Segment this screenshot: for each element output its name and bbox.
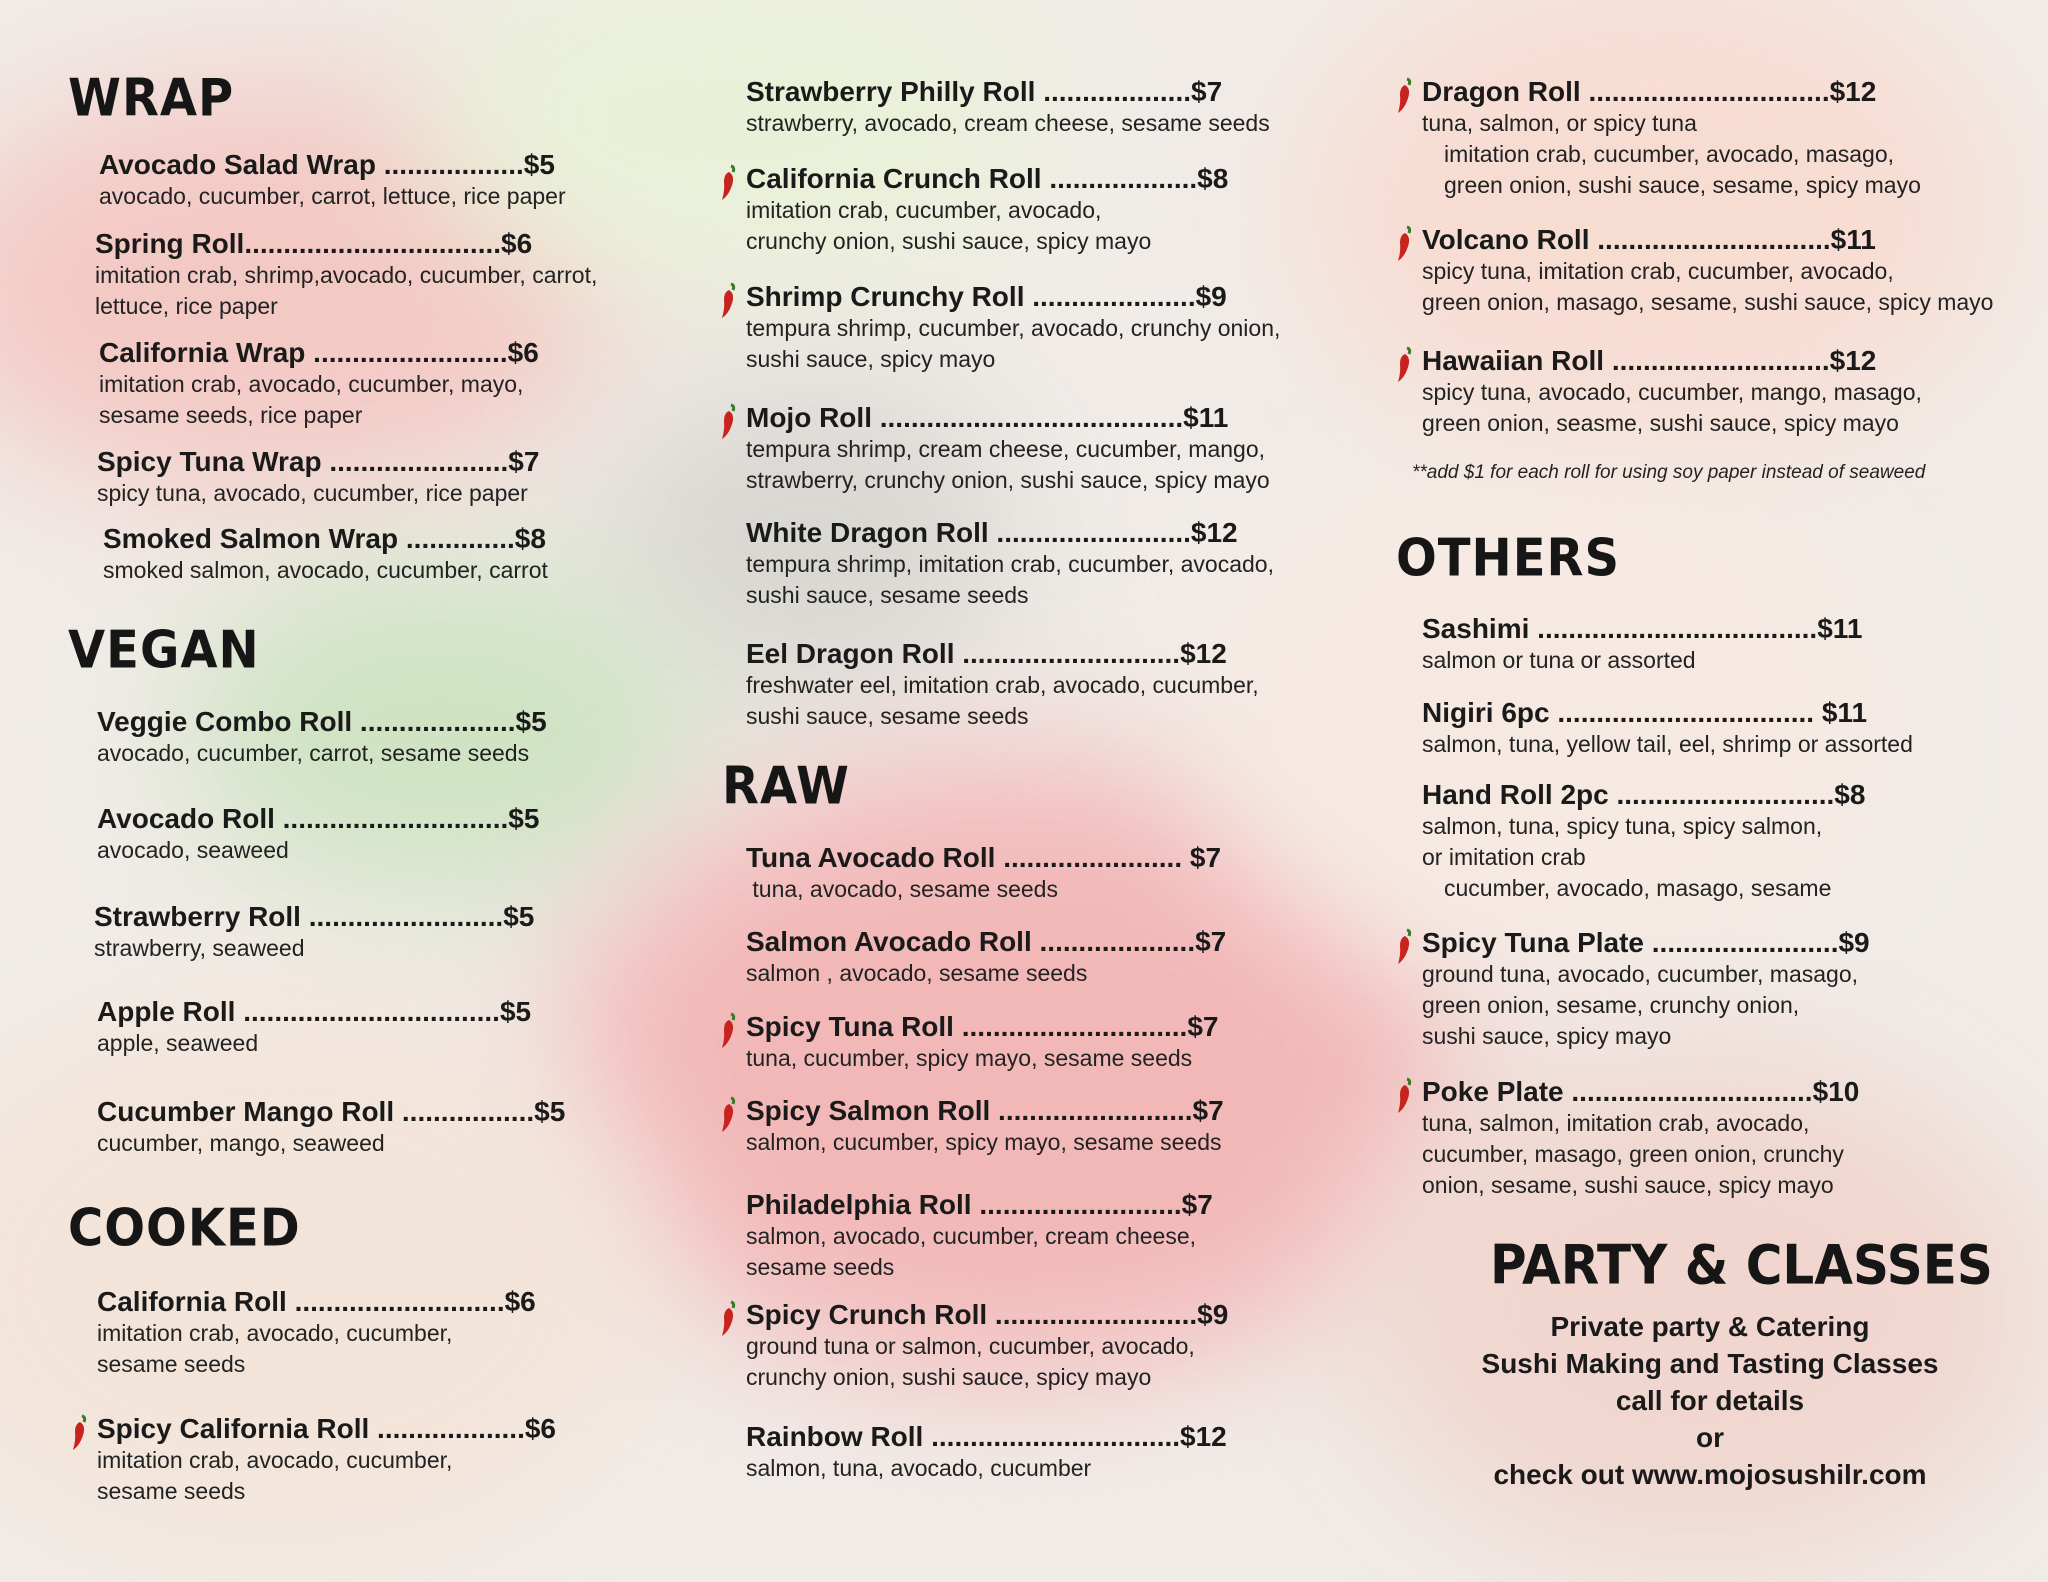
item-description: onion, sesame, sushi sauce, spicy mayo bbox=[1422, 1172, 1834, 1198]
item-description: or imitation crab bbox=[1422, 844, 1586, 870]
menu-item bbox=[97, 1412, 556, 1507]
item-description: freshwater eel, imitation crab, avocado, cucumber, bbox=[746, 672, 1259, 698]
item-name-price: Strawberry Philly Roll ...................$7 bbox=[746, 76, 1223, 107]
menu-item bbox=[97, 705, 547, 769]
party-line-website: check out www.mojosushilr.com bbox=[1493, 1459, 1927, 1490]
menu-item bbox=[746, 516, 1274, 611]
item-description: avocado, cucumber, carrot, lettuce, rice paper bbox=[99, 183, 566, 209]
item-description: spicy tuna, avocado, cucumber, mango, masago, bbox=[1422, 379, 1922, 405]
chili-pepper-icon bbox=[1396, 928, 1414, 966]
item-name-price: White Dragon Roll .........................$12 bbox=[746, 517, 1238, 548]
menu-item bbox=[746, 280, 1280, 375]
chili-pepper-icon bbox=[720, 282, 738, 320]
section-heading-wrap: WRAP bbox=[68, 67, 235, 129]
section-heading-raw: RAW bbox=[722, 755, 850, 817]
item-name-price: Smoked Salmon Wrap ..............$8 bbox=[103, 523, 546, 554]
menu-item bbox=[1422, 696, 1913, 760]
item-description: imitation crab, shrimp,avocado, cucumber, carrot, bbox=[95, 262, 598, 288]
item-name-price: Spicy California Roll ...................$6 bbox=[97, 1413, 557, 1444]
section-heading-cooked: COOKED bbox=[68, 1197, 301, 1259]
menu-item bbox=[746, 1298, 1228, 1393]
chili-pepper-icon bbox=[720, 164, 738, 202]
menu-item bbox=[94, 900, 534, 964]
item-name-price: Rainbow Roll ................................$12 bbox=[746, 1421, 1227, 1452]
item-description: cucumber, masago, green onion, crunchy bbox=[1422, 1141, 1844, 1167]
item-description: tempura shrimp, imitation crab, cucumber, avocado, bbox=[746, 551, 1274, 577]
party-line-or: or bbox=[1696, 1422, 1724, 1453]
item-name-price: Apple Roll .................................$5 bbox=[97, 996, 532, 1027]
menu-item bbox=[97, 1285, 536, 1380]
chili-pepper-icon bbox=[720, 403, 738, 441]
item-name-price: Dragon Roll ...............................$12 bbox=[1422, 76, 1877, 107]
item-name-price: Nigiri 6pc ................................. $11 bbox=[1422, 697, 1868, 728]
item-description: imitation crab, avocado, cucumber, bbox=[97, 1320, 453, 1346]
item-description: tuna, salmon, or spicy tuna bbox=[1422, 110, 1697, 136]
item-description: green onion, sesame, crunchy onion, bbox=[1422, 992, 1800, 1018]
item-description: avocado, seaweed bbox=[97, 837, 289, 863]
chili-pepper-icon bbox=[1396, 346, 1414, 384]
item-name-price: California Wrap .........................$6 bbox=[99, 337, 539, 368]
item-name-price: Shrimp Crunchy Roll .....................$9 bbox=[746, 281, 1227, 312]
item-description: strawberry, avocado, cream cheese, sesame seeds bbox=[746, 110, 1270, 136]
menu-item bbox=[1422, 926, 1870, 1052]
item-name-price: Salmon Avocado Roll ....................$7 bbox=[746, 926, 1227, 957]
item-description: sushi sauce, spicy mayo bbox=[746, 346, 996, 372]
item-description: salmon, tuna, avocado, cucumber bbox=[746, 1455, 1092, 1481]
chili-pepper-icon bbox=[1396, 225, 1414, 263]
item-description: imitation crab, avocado, cucumber, bbox=[97, 1447, 453, 1473]
menu-item bbox=[99, 148, 566, 212]
item-name-price: Volcano Roll ..............................$11 bbox=[1422, 224, 1876, 255]
item-description: green onion, masago, sesame, sushi sauce, spicy mayo bbox=[1422, 289, 1994, 315]
item-name-price: Cucumber Mango Roll .................$5 bbox=[97, 1096, 566, 1127]
menu-item bbox=[1422, 612, 1862, 676]
item-name-price: Hawaiian Roll ............................$12 bbox=[1422, 345, 1877, 376]
item-name-price: Sashimi ....................................$11 bbox=[1422, 613, 1863, 644]
menu-item bbox=[1422, 344, 1922, 439]
item-description: lettuce, rice paper bbox=[95, 293, 278, 319]
item-name-price: Spicy Crunch Roll ..........................$9 bbox=[746, 1299, 1229, 1330]
chili-pepper-icon bbox=[1396, 1077, 1414, 1115]
item-name-price: Philadelphia Roll ..........................$7 bbox=[746, 1189, 1213, 1220]
item-name-price: Spicy Tuna Roll .............................$7 bbox=[746, 1011, 1219, 1042]
menu-item bbox=[746, 1188, 1213, 1283]
item-name-price: Tuna Avocado Roll ....................... $7 bbox=[746, 842, 1222, 873]
item-name-price: Avocado Roll .............................$5 bbox=[97, 803, 540, 834]
item-description: ground tuna, avocado, cucumber, masago, bbox=[1422, 961, 1859, 987]
item-description: apple, seaweed bbox=[97, 1030, 259, 1056]
menu-item bbox=[746, 841, 1221, 905]
item-name-price: Spicy Tuna Plate ........................$9 bbox=[1422, 927, 1870, 958]
section-heading-vegan: VEGAN bbox=[68, 619, 260, 681]
item-description: sushi sauce, sesame seeds bbox=[746, 582, 1029, 608]
item-description: tuna, cucumber, spicy mayo, sesame seeds bbox=[746, 1045, 1193, 1071]
item-description: smoked salmon, avocado, cucumber, carrot bbox=[103, 557, 548, 583]
item-description: cucumber, mango, seaweed bbox=[97, 1130, 385, 1156]
item-description: tempura shrimp, cream cheese, cucumber, mango, bbox=[746, 436, 1266, 462]
item-description: salmon or tuna or assorted bbox=[1422, 647, 1696, 673]
menu-item bbox=[746, 1094, 1224, 1158]
item-description: green onion, sushi sauce, sesame, spicy mayo bbox=[1444, 172, 1921, 198]
menu-item bbox=[746, 637, 1259, 732]
item-description: strawberry, seaweed bbox=[94, 935, 305, 961]
menu-item bbox=[99, 336, 539, 431]
item-name-price: Poke Plate ...............................$10 bbox=[1422, 1076, 1860, 1107]
menu-item bbox=[746, 401, 1270, 496]
item-description: salmon, cucumber, spicy mayo, sesame seeds bbox=[746, 1129, 1222, 1155]
chili-pepper-icon bbox=[71, 1414, 89, 1452]
item-description: strawberry, crunchy onion, sushi sauce, spicy mayo bbox=[746, 467, 1270, 493]
chili-pepper-icon bbox=[720, 1096, 738, 1134]
chili-pepper-icon bbox=[720, 1300, 738, 1338]
item-description: salmon , avocado, sesame seeds bbox=[746, 960, 1088, 986]
menu-item bbox=[746, 75, 1270, 139]
menu-item bbox=[1422, 778, 1865, 904]
item-description: salmon, avocado, cucumber, cream cheese, bbox=[746, 1223, 1197, 1249]
chili-pepper-icon bbox=[1396, 77, 1414, 115]
menu-item bbox=[97, 445, 539, 509]
item-description: ground tuna or salmon, cucumber, avocado, bbox=[746, 1333, 1195, 1359]
item-description: tuna, avocado, sesame seeds bbox=[746, 876, 1058, 902]
item-description: sesame seeds, rice paper bbox=[99, 402, 363, 428]
item-name-price: California Roll ...........................$6 bbox=[97, 1286, 536, 1317]
item-description: tuna, salmon, imitation crab, avocado, bbox=[1422, 1110, 1810, 1136]
menu-item bbox=[746, 925, 1226, 989]
menu-item bbox=[97, 802, 539, 866]
item-name-price: Eel Dragon Roll ............................$12 bbox=[746, 638, 1227, 669]
item-name-price: Hand Roll 2pc ............................$8 bbox=[1422, 779, 1866, 810]
item-description: imitation crab, avocado, cucumber, mayo, bbox=[99, 371, 524, 397]
item-name-price: Mojo Roll .......................................$11 bbox=[746, 402, 1229, 433]
menu-item bbox=[1422, 1075, 1859, 1201]
item-description: spicy tuna, avocado, cucumber, rice paper bbox=[97, 480, 528, 506]
party-line-catering: Private party & Catering bbox=[1550, 1311, 1870, 1342]
item-description: sushi sauce, spicy mayo bbox=[1422, 1023, 1672, 1049]
menu-item bbox=[97, 1095, 565, 1159]
item-description: avocado, cucumber, carrot, sesame seeds bbox=[97, 740, 530, 766]
item-description: tempura shrimp, cucumber, avocado, crunchy onion, bbox=[746, 315, 1281, 341]
item-description: imitation crab, cucumber, avocado, masago, bbox=[1444, 141, 1895, 167]
menu-item bbox=[97, 995, 531, 1059]
item-name-price: Strawberry Roll .........................$5 bbox=[94, 901, 535, 932]
menu-item bbox=[103, 522, 548, 586]
menu-item bbox=[746, 162, 1228, 257]
item-description: imitation crab, cucumber, avocado, bbox=[746, 197, 1102, 223]
item-name-price: Spicy Salmon Roll .........................$7 bbox=[746, 1095, 1224, 1126]
item-description: crunchy onion, sushi sauce, spicy mayo bbox=[746, 1364, 1152, 1390]
item-description: spicy tuna, imitation crab, cucumber, avocado, bbox=[1422, 258, 1894, 284]
party-line-call: call for details bbox=[1615, 1385, 1805, 1416]
item-name-price: Spicy Tuna Wrap .......................$7 bbox=[97, 446, 540, 477]
item-name-price: Spring Roll.................................$6 bbox=[95, 228, 533, 259]
menu-item bbox=[95, 227, 597, 322]
item-description: sushi sauce, sesame seeds bbox=[746, 703, 1029, 729]
item-description: cucumber, avocado, masago, sesame bbox=[1444, 875, 1832, 901]
party-line-classes: Sushi Making and Tasting Classes bbox=[1481, 1348, 1939, 1379]
item-description: crunchy onion, sushi sauce, spicy mayo bbox=[746, 228, 1152, 254]
item-name-price: Avocado Salad Wrap ..................$5 bbox=[99, 149, 555, 180]
menu-item bbox=[1422, 75, 1921, 201]
item-description: salmon, tuna, yellow tail, eel, shrimp or assorted bbox=[1422, 731, 1913, 757]
chili-pepper-icon bbox=[720, 1012, 738, 1050]
menu-item bbox=[746, 1420, 1227, 1484]
item-description: sesame seeds bbox=[746, 1254, 895, 1280]
item-description: sesame seeds bbox=[97, 1351, 246, 1377]
menu-item bbox=[1422, 223, 1993, 318]
item-description: sesame seeds bbox=[97, 1478, 246, 1504]
item-name-price: Veggie Combo Roll ....................$5 bbox=[97, 706, 547, 737]
section-heading-others: OTHERS bbox=[1396, 527, 1621, 589]
party-classes-title: PARTY & CLASSES bbox=[1490, 1233, 1993, 1297]
item-description: salmon, tuna, spicy tuna, spicy salmon, bbox=[1422, 813, 1823, 839]
soy-paper-note: **add $1 for each roll for using soy paper instead of seaweed bbox=[1412, 462, 1926, 483]
item-name-price: California Crunch Roll ...................$8 bbox=[746, 163, 1229, 194]
menu-item bbox=[746, 1010, 1218, 1074]
item-description: green onion, seasme, sushi sauce, spicy mayo bbox=[1422, 410, 1899, 436]
